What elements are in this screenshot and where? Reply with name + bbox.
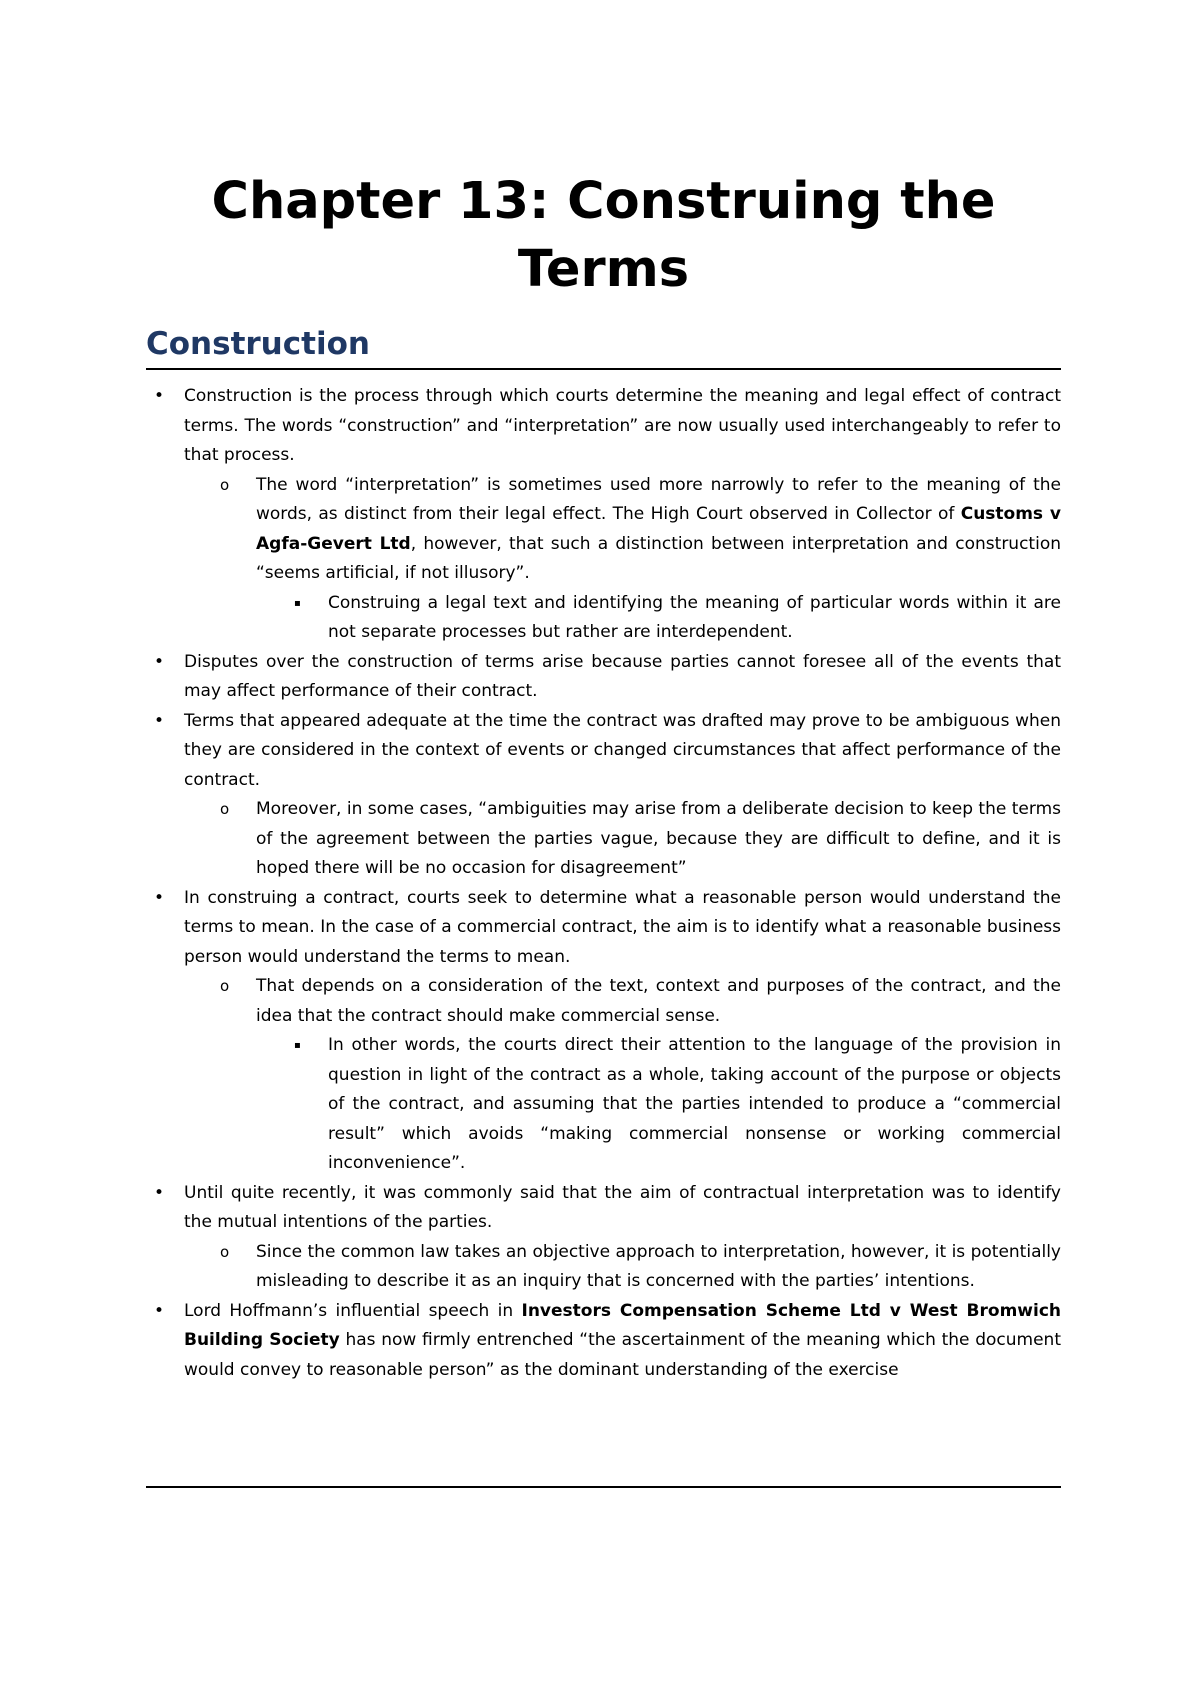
circle-bullet-icon: o	[220, 1242, 230, 1261]
list-item	[146, 1297, 1061, 1386]
circle-bullet-icon: o	[220, 977, 230, 995]
list-item	[146, 884, 1061, 973]
list-item	[146, 589, 1061, 648]
case-name: Customs v Agfa-Gevert Ltd	[256, 504, 1061, 554]
item-text: Until quite recently, it was commonly said that the aim of contractual interpretation was to identify the mutual intentions of the parties.	[184, 1182, 1061, 1232]
list-item	[146, 707, 1061, 796]
item-text: The word “interpretation” is sometimes used more narrowly to refer to the meaning of the words, as distinct from their legal effect. The High Court observed in Collector of	[256, 474, 1061, 524]
item-text: That depends on a consideration of the text, context and purposes of the contract, and the idea that the contract should make commercial sense.	[256, 976, 1061, 1026]
page-title: Chapter 13: Construing the Terms	[211, 172, 996, 299]
item-text: Construction is the process through which courts determine the meaning and legal effect of contract terms. The words “construction” and “interpretation” are now usually used interchangeably to refer to that process.	[184, 386, 1061, 465]
circle-bullet-icon: o	[220, 475, 230, 494]
list-item	[146, 648, 1061, 707]
bullet-icon: •	[154, 1182, 165, 1203]
item-text: Disputes over the construction of terms arise because parties cannot foresee all of the events that may affect performance of their contract.	[184, 651, 1061, 701]
square-bullet-icon: ▪	[294, 597, 301, 609]
item-text: Moreover, in some cases, “ambiguities may arise from a deliberate decision to keep the terms of the agreement between the parties vague, because they are difficult to define, and it is hoped there will be no occasion for disagreement”	[256, 799, 1061, 878]
list-item	[146, 1179, 1061, 1238]
bullet-icon: •	[154, 887, 165, 908]
list-item	[146, 1031, 1061, 1179]
item-text: Since the common law takes an objective approach to interpretation, however, it is potentially misleading to describe it as an inquiry that is concerned with the parties’ intentions.	[256, 1241, 1061, 1291]
bullet-icon: •	[154, 651, 165, 672]
list-item	[146, 795, 1061, 884]
bullet-icon: •	[154, 710, 165, 731]
item-text: In construing a contract, courts seek to determine what a reasonable person would understand the terms to mean. In the case of a commercial contract, the aim is to identify what a reasonable business person would understand the terms to mean.	[184, 887, 1061, 967]
item-text: , however, that such a distinction between interpretation and construction “seems artificial, if not illusory”.	[256, 533, 1061, 583]
list-item	[146, 1238, 1061, 1297]
item-text: Construing a legal text and identifying the meaning of particular words within it are not separate processes but rather are interdependent.	[328, 592, 1061, 642]
list-item	[146, 471, 1061, 589]
circle-bullet-icon: o	[220, 800, 230, 818]
bullet-list	[146, 382, 1061, 1385]
footer-divider	[146, 1486, 1061, 1488]
square-bullet-icon: ▪	[294, 1040, 301, 1051]
bullet-icon: •	[154, 1300, 165, 1321]
list-item	[146, 972, 1061, 1031]
item-text: In other words, the courts direct their attention to the language of the provision in question in light of the contract as a whole, taking account of the purpose or objects of the contract, and assuming that the parties intended to produce a “commercial result” which avoids “making commercial nonsense or working commercial inconvenience”.	[328, 1035, 1061, 1173]
list-item	[146, 382, 1061, 471]
bullet-icon: •	[154, 386, 165, 406]
section-heading: Construction	[146, 324, 1061, 370]
case-name: Investors Compensation Scheme Ltd v West Bromwich Building Society	[184, 1300, 1062, 1350]
item-text: Terms that appeared adequate at the time the contract was drafted may prove to be ambiguous when they are considered in the context of events or changed circumstances that affect performance of the contract.	[184, 710, 1061, 790]
item-text: Lord Hoffmann’s influential speech in	[184, 1300, 522, 1321]
item-text: has now firmly entrenched “the ascertainment of the meaning which the document would convey to reasonable person” as the dominant understanding of the exercise	[184, 1330, 1061, 1380]
